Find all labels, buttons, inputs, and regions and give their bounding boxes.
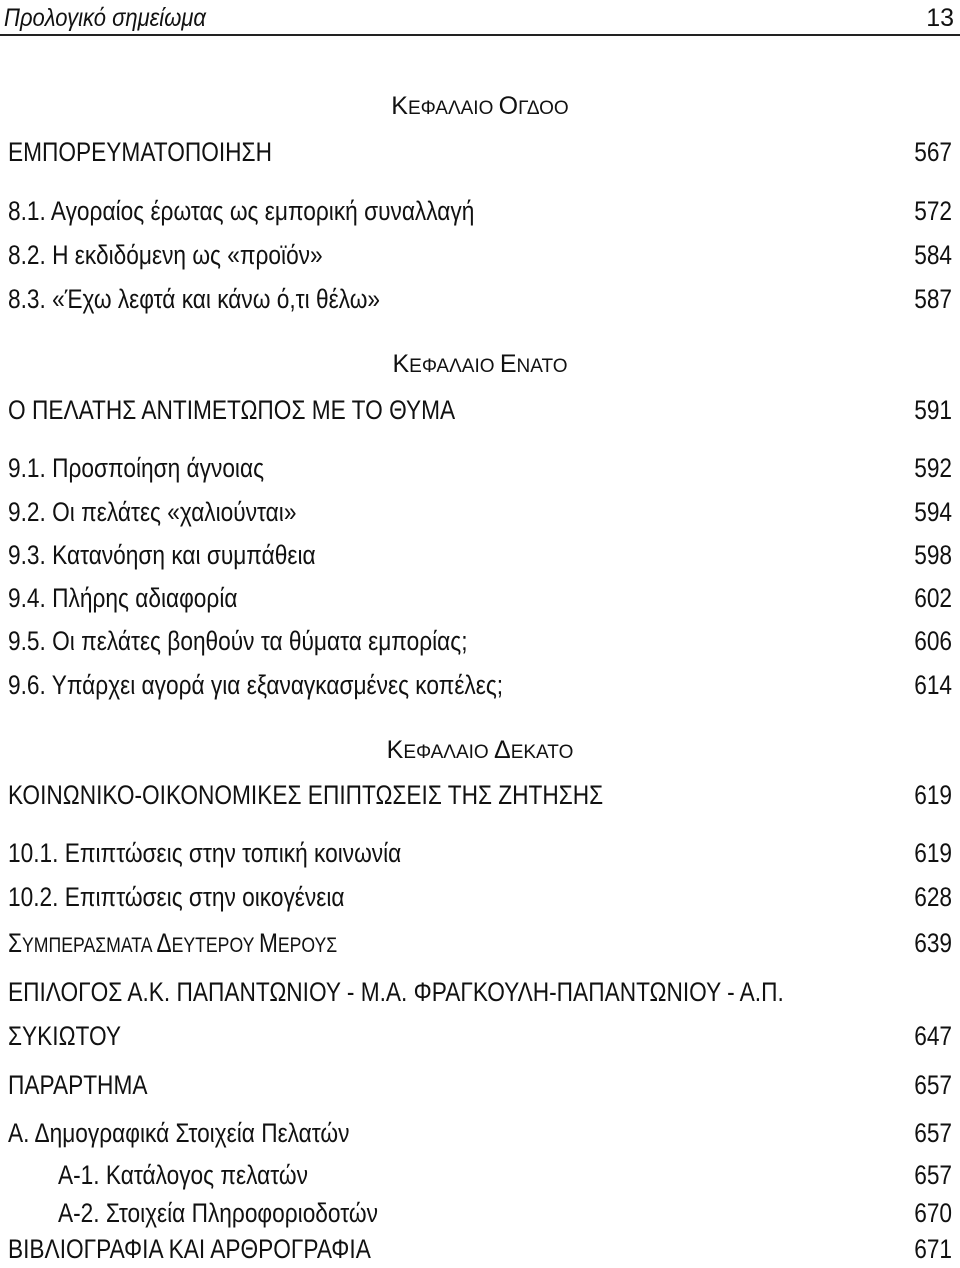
header-rule [0, 34, 960, 36]
chapter-8-heading: ΚΕΦΑΛΑΙΟ ΟΓΔΟΟ [391, 92, 569, 120]
toc-entry[interactable]: 9.4. Πλήρης αδιαφορία 602 [8, 583, 952, 613]
toc-entry[interactable]: 9.3. Κατανόηση και συμπάθεια 598 [8, 540, 952, 570]
toc-entry-conclusions[interactable]: ΣΥΜΠΕΡΑΣΜΑΤΑ ΔΕΥΤΕΡΟΥ ΜΕΡΟΥΣ 639 [8, 928, 952, 958]
toc-entry[interactable]: 8.1. Αγοραίος έρωτας ως εμπορική συναλλαγή 572 [8, 196, 952, 226]
toc-entry[interactable]: ΚΟΙΝΩΝΙΚΟ-ΟΙΚΟΝΟΜΙΚΕΣ ΕΠΙΠΤΩΣΕΙΣ ΤΗΣ ΖΗΤΗΣΗΣ 619 [8, 780, 952, 810]
toc-entry[interactable]: 8.2. Η εκδιδόμενη ως «προϊόν» 584 [8, 240, 952, 270]
chapter-9-heading: ΚΕΦΑΛΑΙΟ ΕΝΑΤΟ [392, 350, 568, 378]
toc-entry[interactable]: Α. Δημογραφικά Στοιχεία Πελατών 657 [8, 1118, 952, 1148]
toc-entry-epilogue-line1: ΕΠΙΛΟΓΟΣ Α.Κ. ΠΑΠΑΝΤΩΝΙΟΥ - Μ.Α. ΦΡΑΓΚΟΥΛΗ-ΠΑΠΑΝΤΩΝΙΟΥ - Α.Π. [8, 977, 784, 1007]
toc-entry[interactable]: Ο ΠΕΛΑΤΗΣ ΑΝΤΙΜΕΤΩΠΟΣ ΜΕ ΤΟ ΘΥΜΑ 591 [8, 395, 952, 425]
toc-entry-appendix[interactable]: ΠΑΡΑΡΤΗΜΑ 657 [8, 1070, 952, 1100]
toc-entry[interactable]: Α-1. Κατάλογος πελατών 657 [58, 1160, 952, 1190]
toc-entry[interactable]: 8.3. «Έχω λεφτά και κάνω ό,τι θέλω» 587 [8, 284, 952, 314]
toc-entry[interactable]: 9.1. Προσποίηση άγνοιας 592 [8, 453, 952, 483]
toc-entry[interactable]: 9.2. Οι πελάτες «χαλιούνται» 594 [8, 497, 952, 527]
page-header [0, 0, 960, 34]
page-number: 13 [926, 4, 954, 32]
toc-entry-bibliography[interactable]: ΒΙΒΛΙΟΓΡΑΦΙΑ ΚΑΙ ΑΡΘΡΟΓΡΑΦΙΑ 671 [8, 1234, 952, 1264]
toc-entry[interactable]: Α-2. Στοιχεία Πληροφοριοδοτών 670 [58, 1198, 952, 1228]
toc-entry[interactable]: 10.2. Επιπτώσεις στην οικογένεια 628 [8, 882, 952, 912]
toc-entry-epilogue[interactable]: ΣΥΚΙΩΤΟΥ 647 [8, 1021, 952, 1051]
toc-entry[interactable]: 10.1. Επιπτώσεις στην τοπική κοινωνία 619 [8, 838, 952, 868]
toc-entry[interactable]: 9.5. Οι πελάτες βοηθούν τα θύματα εμπορίας; 606 [8, 626, 952, 656]
toc-entry[interactable]: 9.6. Υπάρχει αγορά για εξαναγκασμένες κοπέλες; 614 [8, 670, 952, 700]
running-head: Προλογικό σημείωμα [4, 4, 206, 32]
chapter-10-heading: ΚΕΦΑΛΑΙΟ ΔΕΚΑΤΟ [386, 736, 574, 764]
toc-entry[interactable]: ΕΜΠΟΡΕΥΜΑΤΟΠΟΙΗΣΗ 567 [8, 137, 952, 167]
